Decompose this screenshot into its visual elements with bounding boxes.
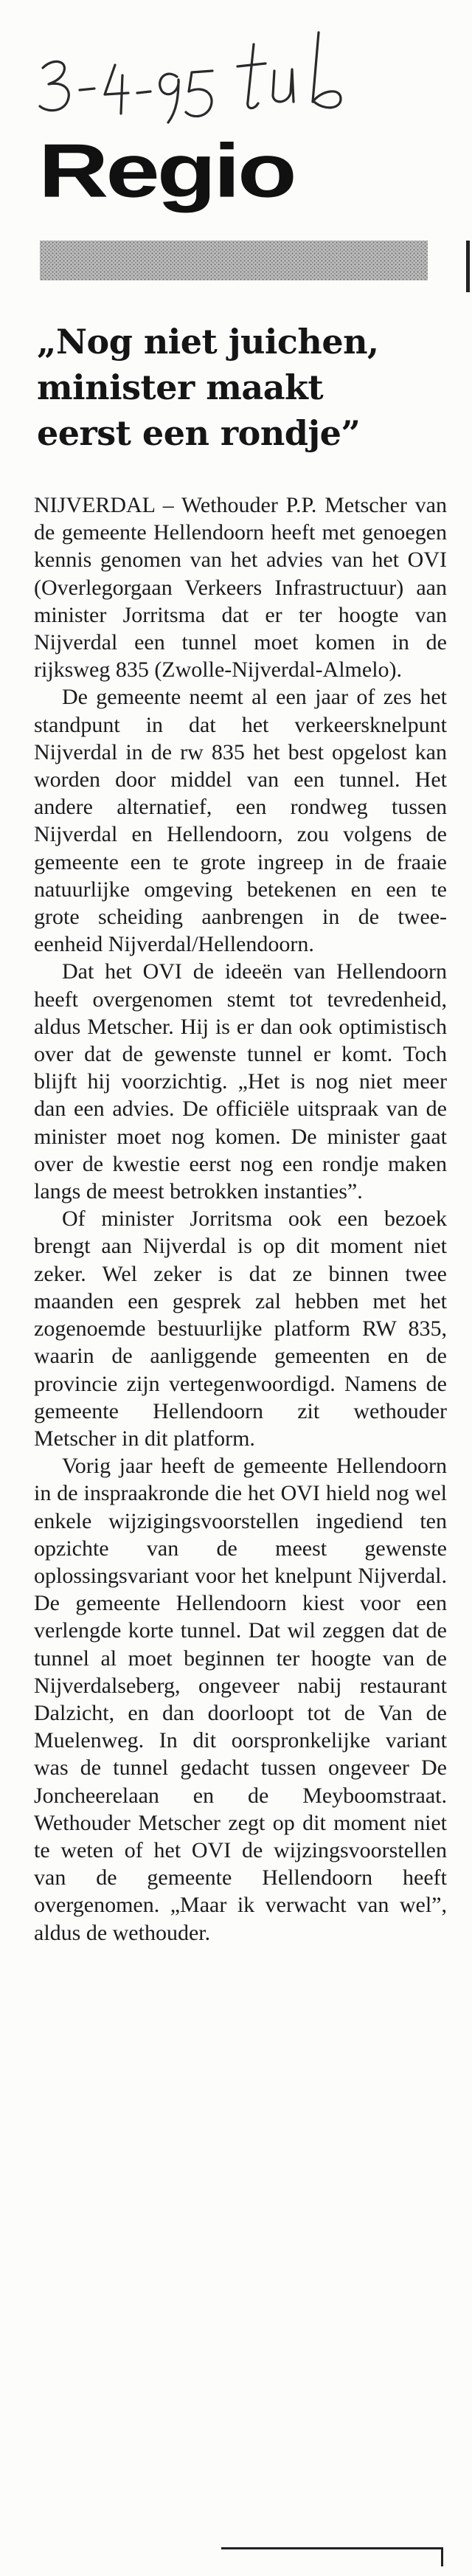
article-paragraph: Dat het OVI de ideeën van Hellendoorn heeft overgenomen stemt tot tevredenheid, aldus Metscher. Hij is er dan ook optimistisch over dat de gewenste tunnel er komt. Toch blijft hij voorzichtig. „Het is nog niet meer dan een advies. De officiële uitspraak van de minister moet nog komen. De minister gaat over de kwestie eerst nog een rondje maken langs de meest betrokken instanties”. (34, 959, 447, 1204)
section-tone-bar (40, 241, 428, 280)
article-headline: „Nog niet juichen, minister maakt eerst een rondje” (37, 322, 379, 453)
article-paragraph: Of minister Jorritsma ook een bezoek brengt aan Nijverdal is op dit moment niet zeker. Wel zeker is dat ze binnen twee maanden een gesprek zal hebben met het zogenoemde bestuurlijke platform RW 835, waarin de aanliggende gemeenten en de provincie zijn vertegenwoordigd. Namens de gemeente Hellendoorn zit wethouder Metscher in dit platform. (34, 1206, 447, 1451)
column-end-rule (221, 2547, 442, 2549)
handwritten-date-note (32, 22, 357, 133)
article-paragraph: De gemeente neemt al een jaar of zes het standpunt in dat het verkeersknelpunt Nijverdal in de rw 835 het best opgelost kan worden door middel van een tunnel. Het andere alternatief, een rondweg tussen Nijverdal en Hellendoorn, zou volgens de gemeente een te grote ingreep in de fraaie natuurlijke omgeving betekenen en een te grote scheiding aanbrengen in de twee-eenheid Nijverdal/Hellendoorn. (34, 685, 447, 957)
column-end-tick (441, 2547, 443, 2566)
article-body (34, 491, 447, 1947)
section-header: Regio (38, 128, 294, 213)
article-paragraph: Vorig jaar heeft de gemeente Hellendoorn in de inspraakronde die het OVI hield nog wel enkele wijzigingsvoorstellen ingediend ten opzichte van de meest gewenste oplossingsvariant voor het knelpunt Nijverdal. De gemeente Hellendoorn kiest voor een verlengde korte tunnel. Dat wil zeggen dat de tunnel al moet beginnen ter hoogte van de Nijverdalseberg, ongeveer nabij restaurant Dalzicht, en dan doorloopt tot de Van de Muelenweg. In dit oorspronkelijke variant was de tunnel gedacht tussen ongeveer De Joncheerelaan en de Meyboomstraat. Wethouder Metscher zegt op dit moment niet te weten of het OVI de wijzingsvoorstellen van de gemeente Hellendoorn heeft overgenomen. „Maar ik verwacht van wel”, aldus de wethouder. (34, 1454, 447, 1945)
handwritten-date-scribble (32, 22, 357, 133)
article-paragraph: NIJVERDAL – Wethouder P.P. Metscher van de gemeente Hellendoorn heeft met genoegen kennis genomen van het advies van het OVI (Overlegorgaan Verkeers Infrastructuur) aan minister Jorritsma dat er ter hoogte van Nijverdal een tunnel moet komen in de rijksweg 835 (Zwolle-Nijverdal-Almelo). (34, 493, 447, 683)
adjacent-column-edge (466, 241, 470, 292)
